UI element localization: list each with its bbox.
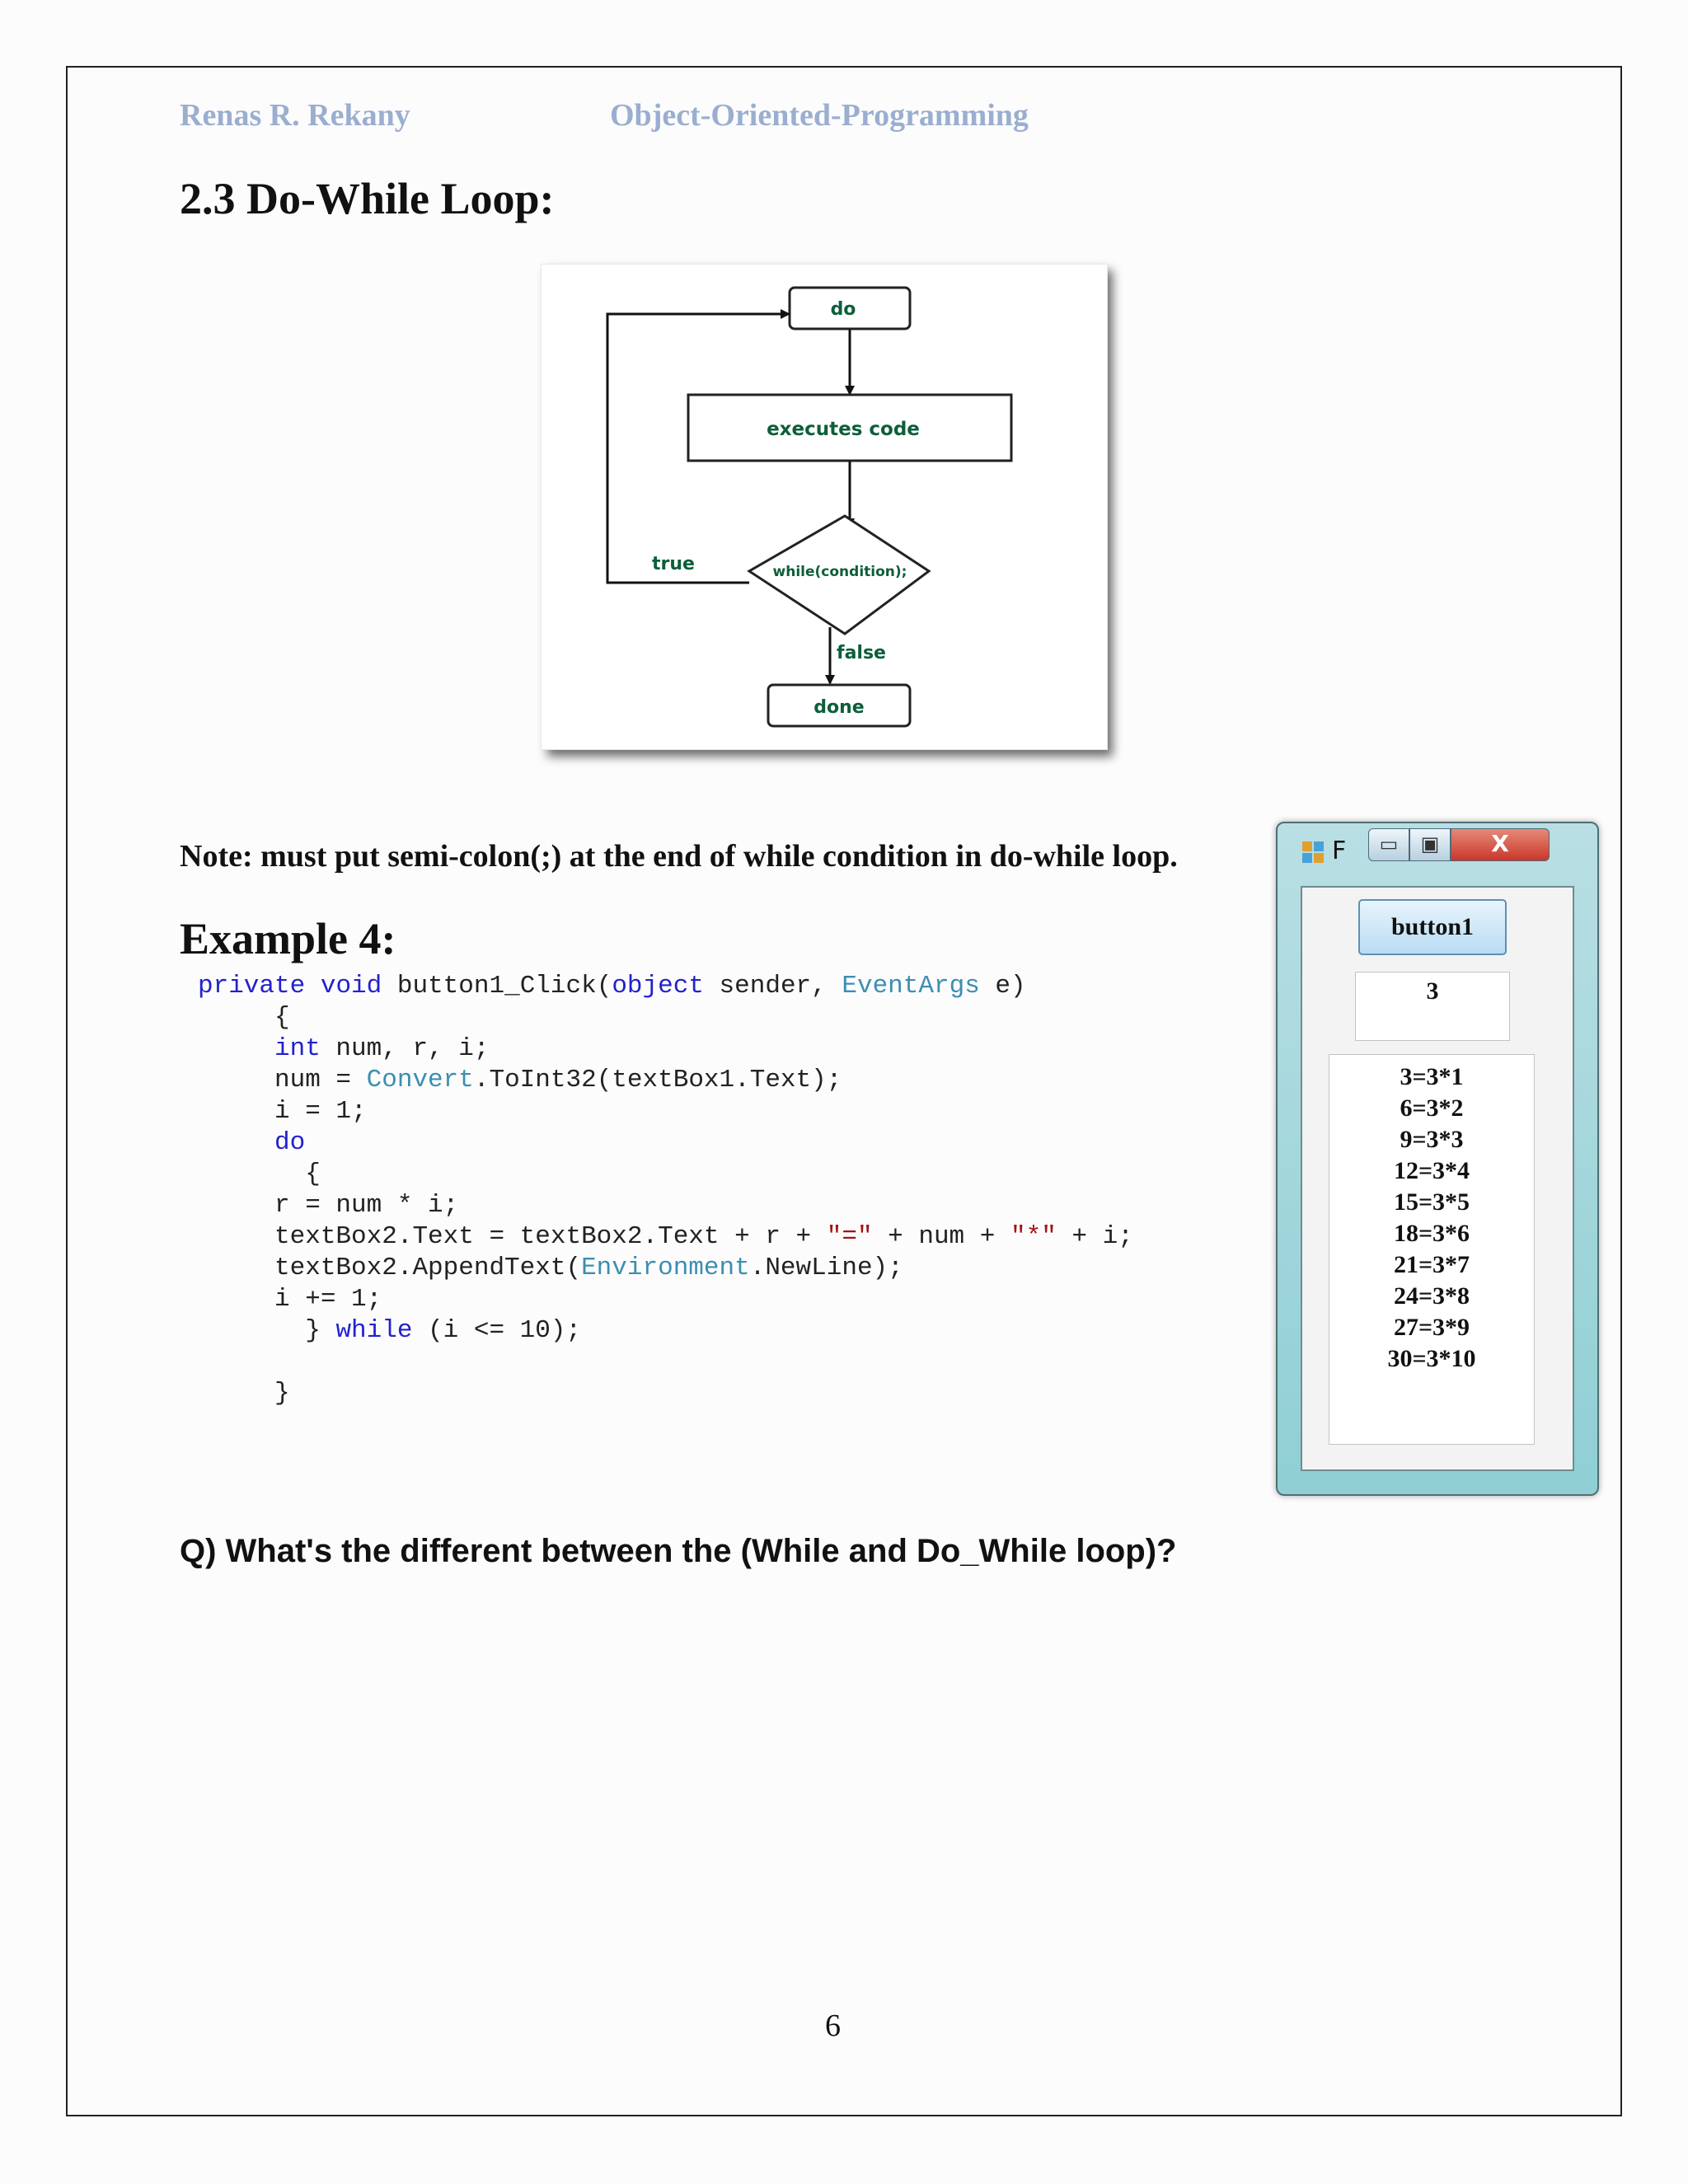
code-string: "=" [826, 1222, 873, 1251]
question-text: Q) What's the different between the (While and Do_While loop)? [180, 1533, 1177, 1569]
code-text: num = [274, 1066, 367, 1094]
code-block [198, 971, 1133, 1409]
code-line [198, 1127, 1133, 1159]
button1[interactable]: button1 [1358, 899, 1507, 955]
code-line [198, 1065, 1133, 1096]
output-line: 27=3*9 [1393, 1314, 1470, 1341]
output-line: 15=3*5 [1393, 1188, 1470, 1216]
code-line [198, 971, 1133, 1002]
code-line [198, 1096, 1133, 1127]
code-line [198, 1002, 1133, 1033]
code-type: Convert [366, 1066, 474, 1094]
code-text: e) [979, 972, 1026, 1001]
flowchart-svg [542, 265, 1107, 749]
code-line [198, 1284, 1133, 1315]
close-button[interactable]: X [1451, 828, 1550, 861]
flow-done-label: done [814, 697, 865, 718]
form-title-bar[interactable] [1278, 823, 1597, 883]
code-line [198, 1378, 1133, 1409]
code-line-blank [198, 1347, 1133, 1378]
section-title: 2.3 Do-While Loop: [180, 174, 555, 223]
flow-true-label: true [652, 554, 695, 574]
output-line: 9=3*3 [1400, 1126, 1464, 1153]
code-text: i = 1; [274, 1097, 367, 1126]
code-text: .ToInt32(textBox1.Text); [473, 1066, 842, 1094]
flowchart [541, 264, 1108, 750]
code-keyword: object [612, 972, 704, 1001]
code-type: EventArgs [842, 972, 980, 1001]
textbox2-output[interactable] [1329, 1054, 1535, 1445]
output-line: 3=3*1 [1400, 1063, 1464, 1090]
code-line [198, 1221, 1133, 1253]
code-text: { [274, 1160, 321, 1188]
code-keyword: void [320, 972, 382, 1001]
code-keyword: private [198, 972, 306, 1001]
note-text: Note: must put semi-colon(;) at the end of while condition in do-while loop. [180, 839, 1178, 874]
header-author: Renas R. Rekany [180, 98, 410, 133]
app-icon [1302, 841, 1325, 865]
code-line [198, 1033, 1133, 1065]
code-type: Environment [581, 1254, 750, 1282]
code-string: "*" [1010, 1222, 1057, 1251]
flow-false-label: false [837, 643, 886, 663]
output-line: 18=3*6 [1393, 1220, 1470, 1247]
code-text: num, r, i; [320, 1034, 490, 1063]
code-line [198, 1253, 1133, 1284]
code-text: .NewLine); [749, 1254, 903, 1282]
code-text: { [198, 1003, 290, 1032]
code-keyword: int [274, 1034, 321, 1063]
code-text: + num + [872, 1222, 1010, 1251]
form-client-area [1301, 886, 1574, 1471]
code-text: button1_Click( [382, 972, 612, 1001]
code-keyword: do [274, 1128, 306, 1157]
code-text: sender, [703, 972, 842, 1001]
code-text: textBox2.AppendText( [274, 1254, 582, 1282]
form-title: F [1332, 837, 1347, 865]
code-text: } [274, 1316, 336, 1345]
output-line: 21=3*7 [1393, 1251, 1470, 1278]
maximize-button[interactable]: ▣ [1409, 828, 1451, 861]
minimize-button[interactable]: ▭ [1368, 828, 1409, 861]
output-line: 6=3*2 [1400, 1094, 1464, 1122]
example-title: Example 4: [180, 914, 396, 963]
output-line: 30=3*10 [1387, 1345, 1476, 1372]
flow-process-label: executes code [767, 419, 920, 440]
form-window [1276, 822, 1599, 1496]
code-text: r = num * i; [274, 1191, 459, 1220]
code-keyword: while [335, 1316, 413, 1345]
textbox1-input[interactable]: 3 [1355, 972, 1510, 1041]
output-line: 12=3*4 [1393, 1157, 1470, 1184]
code-text: textBox2.Text = textBox2.Text + r + [274, 1222, 827, 1251]
flow-do-label: do [830, 299, 856, 320]
code-line [198, 1315, 1133, 1347]
code-line [198, 1190, 1133, 1221]
code-line [198, 1159, 1133, 1190]
code-text: i += 1; [274, 1285, 382, 1314]
code-text: } [274, 1379, 290, 1408]
header-course: Object-Oriented-Programming [610, 98, 1029, 133]
flow-condition-label: while(condition); [772, 564, 907, 580]
page-number: 6 [825, 2008, 841, 2043]
code-text: + i; [1056, 1222, 1133, 1251]
code-text: (i <= 10); [412, 1316, 582, 1345]
output-line: 24=3*8 [1393, 1282, 1470, 1310]
